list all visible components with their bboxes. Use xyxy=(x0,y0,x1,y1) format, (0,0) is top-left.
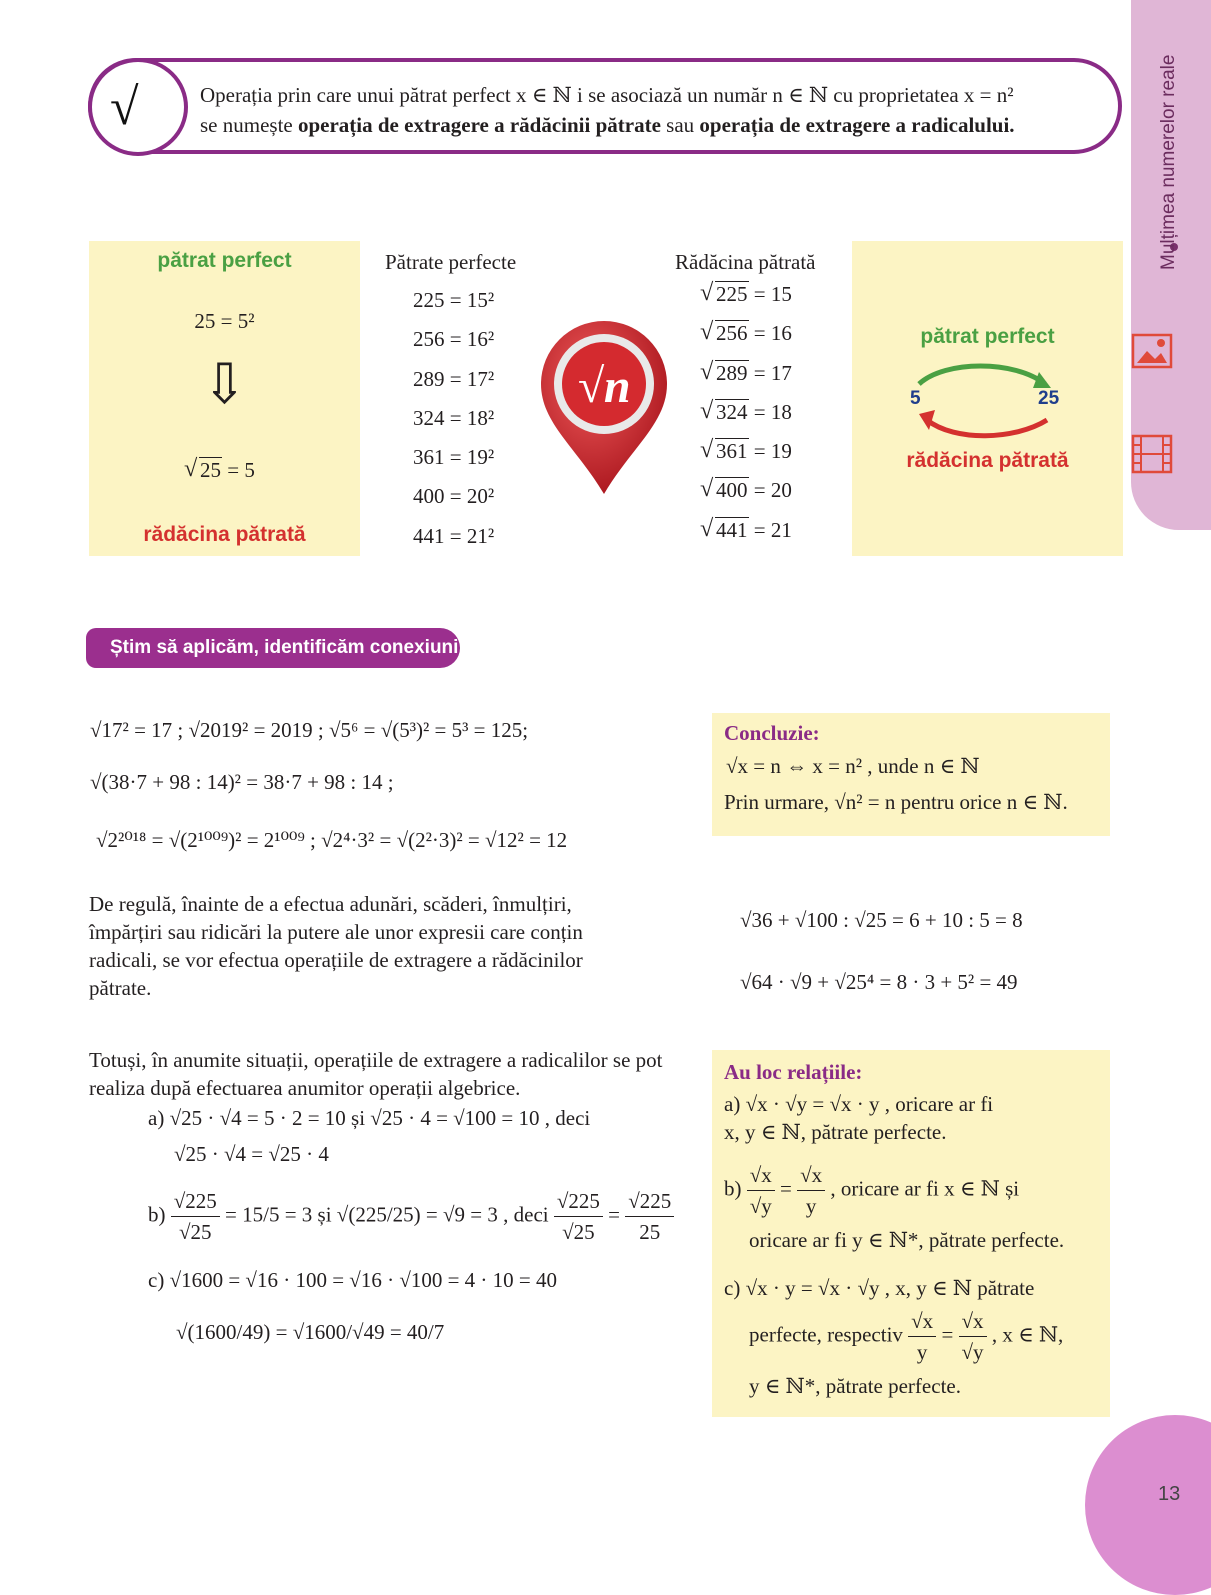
square-root-icon: √ xyxy=(110,79,139,136)
down-arrow-icon: ⇩ xyxy=(201,354,248,416)
example-root: √ 25 = 5 xyxy=(186,458,255,483)
example-line-1: √17² = 17 ; √2019² = 2019 ; √5⁶ = √(5³)² = 5³ = 125; xyxy=(90,718,529,742)
pin-label: √n xyxy=(577,360,631,413)
fraction: $\frac{√x}{√y}$ xyxy=(959,1306,987,1367)
square-row: 256 = 16² xyxy=(413,327,495,352)
definition-text xyxy=(200,80,1110,140)
panel-title-perfect-square: pătrat perfect xyxy=(157,249,292,272)
relation-b-line-1: b) $\frac{√x}{√y}$ = $\frac{√x}{y}$ , oricare ar fi x ∈ ℕ și xyxy=(724,1160,1019,1221)
square-row: 400 = 20² xyxy=(413,484,495,509)
squares-heading: Pătrate perfecte xyxy=(385,250,517,274)
relation-c-line-2: perfecte, respectiv $\frac{√x}{y}$ = $\frac{√x}{√y}$ , x ∈ ℕ, xyxy=(749,1306,1063,1367)
fraction: $\frac{√225}{√25}$ xyxy=(554,1186,603,1247)
relations-title: Au loc relațiile: xyxy=(724,1060,863,1084)
item-a-line-1: a) √25 · √4 = 5 · 2 = 10 și √25 · 4 = √100 = 10 , deci xyxy=(148,1106,591,1130)
item-c-line-2: √(1600/49) = √1600/√49 = 40/7 xyxy=(176,1320,445,1344)
page-number: 13 xyxy=(1158,1483,1181,1505)
fraction: $\frac{√225}{25}$ xyxy=(625,1186,674,1247)
root-row: √ 289 = 17 xyxy=(702,361,792,400)
image-icon[interactable] xyxy=(1131,333,1173,369)
cycle-bottom-label: rădăcina pătrată xyxy=(906,449,1069,472)
square-row: 225 = 15² xyxy=(413,288,495,312)
conclusion-line-1: √x = n ⇔ x = n² , unde n ∈ ℕ xyxy=(726,754,980,778)
squares-list xyxy=(413,288,494,563)
cycle-number-25: 25 xyxy=(1038,388,1060,409)
root-row: √ 400 = 20 xyxy=(702,478,792,517)
rule-example-1: √36 + √100 : √25 = 6 + 10 : 5 = 8 xyxy=(740,908,1023,932)
item-b: b) $\frac{√225}{√25}$ = 15/5 = 3 și √(225/25) = √9 = 3 , deci $\frac{√225}{√25}$ = $\frac{√225}{25}$ xyxy=(148,1186,674,1247)
square-row: 441 = 21² xyxy=(413,523,495,548)
relation-a-line-2: x, y ∈ ℕ, pătrate perfecte. xyxy=(724,1120,947,1144)
definition-line-1: Operația prin care unui pătrat perfect x ∈ ℕ i se asociază un număr n ∈ ℕ cu proprietatea x = n² xyxy=(200,83,1014,107)
roots-heading: Rădăcina pătrată xyxy=(675,250,816,274)
page-corner-decoration xyxy=(1085,1415,1211,1595)
example-line-3: √2²⁰¹⁸ = √(2¹⁰⁰⁹)² = 2¹⁰⁰⁹ ; √2⁴·3² = √(2²·3)² = √12² = 12 xyxy=(96,828,568,852)
fraction: $\frac{√x}{√y}$ xyxy=(747,1160,775,1221)
root-row: √ 324 = 18 xyxy=(702,400,792,439)
example-line-2: √(38·7 + 98 : 14)² = 38·7 + 98 : 14 ; xyxy=(90,770,394,794)
panel-title-square-root: rădăcina pătrată xyxy=(143,523,306,546)
rule-example-2: √64 · √9 + √25⁴ = 8 · 3 + 5² = 49 xyxy=(740,970,1018,994)
section-header: Știm să aplicăm, identificăm conexiuni xyxy=(86,628,460,668)
video-icon[interactable] xyxy=(1131,434,1173,474)
conclusion-title: Concluzie: xyxy=(724,721,820,745)
definition-line-2: se numește operația de extragere a rădăcinii pătrate sau operația de extragere a radicalului. xyxy=(200,113,1015,137)
relation-c-line-3: y ∈ ℕ*, pătrate perfecte. xyxy=(749,1374,961,1398)
relation-a-line-1: a) √x · √y = √x · y , oricare ar fi xyxy=(724,1092,994,1116)
cycle-number-5: 5 xyxy=(910,388,921,409)
fraction: $\frac{√x}{y}$ xyxy=(908,1306,936,1367)
root-row: √ 361 = 19 xyxy=(702,439,792,478)
roots-list xyxy=(702,282,792,557)
relation-b-line-2: oricare ar fi y ∈ ℕ*, pătrate perfecte. xyxy=(749,1228,1065,1252)
item-c-line-1: c) √1600 = √16 · 100 = √16 · √100 = 4 · 10 = 40 xyxy=(148,1268,558,1292)
relation-c-line-1: c) √x · y = √x · √y , x, y ∈ ℕ pătrate xyxy=(724,1276,1035,1300)
item-a-line-2: √25 · √4 = √25 · 4 xyxy=(174,1142,329,1166)
root-row: √ 441 = 21 xyxy=(702,518,792,557)
rule-paragraph: De regulă, înainte de a efectua adunări, scăderi, înmulțiri, împărțiri sau ridicări la putere ale unor expresii care conțin radicali, se vor efectua operațiile de extragere a rădăcinilor pătrate. xyxy=(89,892,583,1000)
square-row: 324 = 18² xyxy=(413,405,495,430)
root-row: √ 225 = 15 xyxy=(702,282,792,321)
cycle-top-label: pătrat perfect xyxy=(920,325,1055,348)
example-equation: 25 = 5² xyxy=(194,309,255,333)
conclusion-line-2: Prin urmare, √n² = n pentru orice n ∈ ℕ. xyxy=(724,790,1068,814)
however-paragraph: Totuși, în anumite situații, operațiile de extragere a radicalilor se pot realiza după efectuarea anumitor operații algebrice. xyxy=(89,1048,663,1100)
square-row: 289 = 17² xyxy=(413,366,495,391)
fraction: $\frac{√x}{y}$ xyxy=(797,1160,825,1221)
location-pin-icon xyxy=(537,318,671,496)
square-row: 361 = 19² xyxy=(413,445,495,470)
root-row: √ 256 = 16 xyxy=(702,321,792,360)
chapter-title: Mulțimea numerelor reale xyxy=(1158,54,1179,270)
fraction: $\frac{√225}{√25}$ xyxy=(171,1186,220,1247)
